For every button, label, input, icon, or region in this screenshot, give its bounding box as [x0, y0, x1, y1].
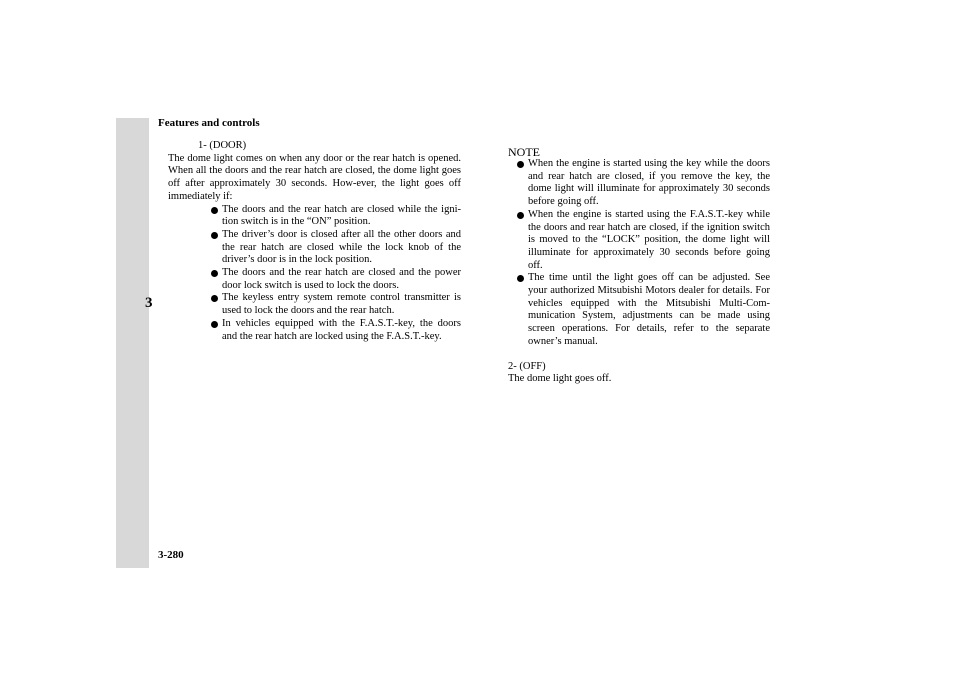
list-item: The time until the light goes off can be adjusted. See your authorized Mitsubishi Motors dealer for details. For vehicles equipped with the Mitsubishi Multi-Com-munication System, adjustments can be made using screen operations. For details, refer to the separate owner’s manual. [516, 272, 770, 348]
bullet-icon [517, 212, 524, 219]
bullet-icon [211, 295, 218, 302]
off-position-label: 2- (OFF) [508, 360, 546, 372]
list-item: When the engine is started using the key while the doors and rear hatch are closed, if you remove the key, the dome light will illuminate for approximately 30 seconds before going off. [516, 158, 770, 209]
bullet-icon [211, 321, 218, 328]
list-item: The doors and the rear hatch are closed while the igni-tion switch is in the “ON” position. [210, 204, 461, 229]
bullet-icon [211, 232, 218, 239]
spacer [508, 349, 770, 361]
right-column [508, 146, 770, 386]
off-description: The dome light goes off. [508, 373, 612, 385]
note-title: NOTE [508, 145, 540, 159]
left-column [168, 140, 461, 343]
bullet-icon [211, 270, 218, 277]
bullet-icon [517, 161, 524, 168]
door-description: The dome light comes on when any door or the rear hatch is opened. When all the doors and the rear hatch are closed, the dome light goes off after approximately 30 seconds. How-ever, the light goes off immediately if: [168, 152, 461, 202]
list-item: When the engine is started using the F.A.S.T.-key while the doors and rear hatch are closed, if the ignition switch is moved to the “LOCK” position, the dome light will illuminate for approximately 30 seconds before going off. [516, 209, 770, 273]
list-item: The keyless entry system remote control transmitter is used to lock the doors and the rear hatch. [210, 292, 461, 317]
bullet-icon [517, 275, 524, 282]
list-item: The doors and the rear hatch are closed and the power door lock switch is used to lock the doors. [210, 267, 461, 292]
section-header: Features and controls [158, 117, 260, 129]
door-position-label: 1- (DOOR) [198, 140, 247, 151]
chapter-number: 3 [145, 295, 153, 311]
list-item: The driver’s door is closed after all the other doors and the rear hatch are closed while the lock knob of the driver’s door is in the lock position. [210, 229, 461, 267]
note-list [516, 158, 770, 349]
list-item: In vehicles equipped with the F.A.S.T.-key, the doors and the rear hatch are locked using the F.A.S.T.-key. [210, 318, 461, 343]
bullet-icon [211, 207, 218, 214]
chapter-side-tab [116, 118, 149, 568]
page-number: 3-280 [158, 549, 184, 561]
door-conditions-list [210, 204, 461, 344]
